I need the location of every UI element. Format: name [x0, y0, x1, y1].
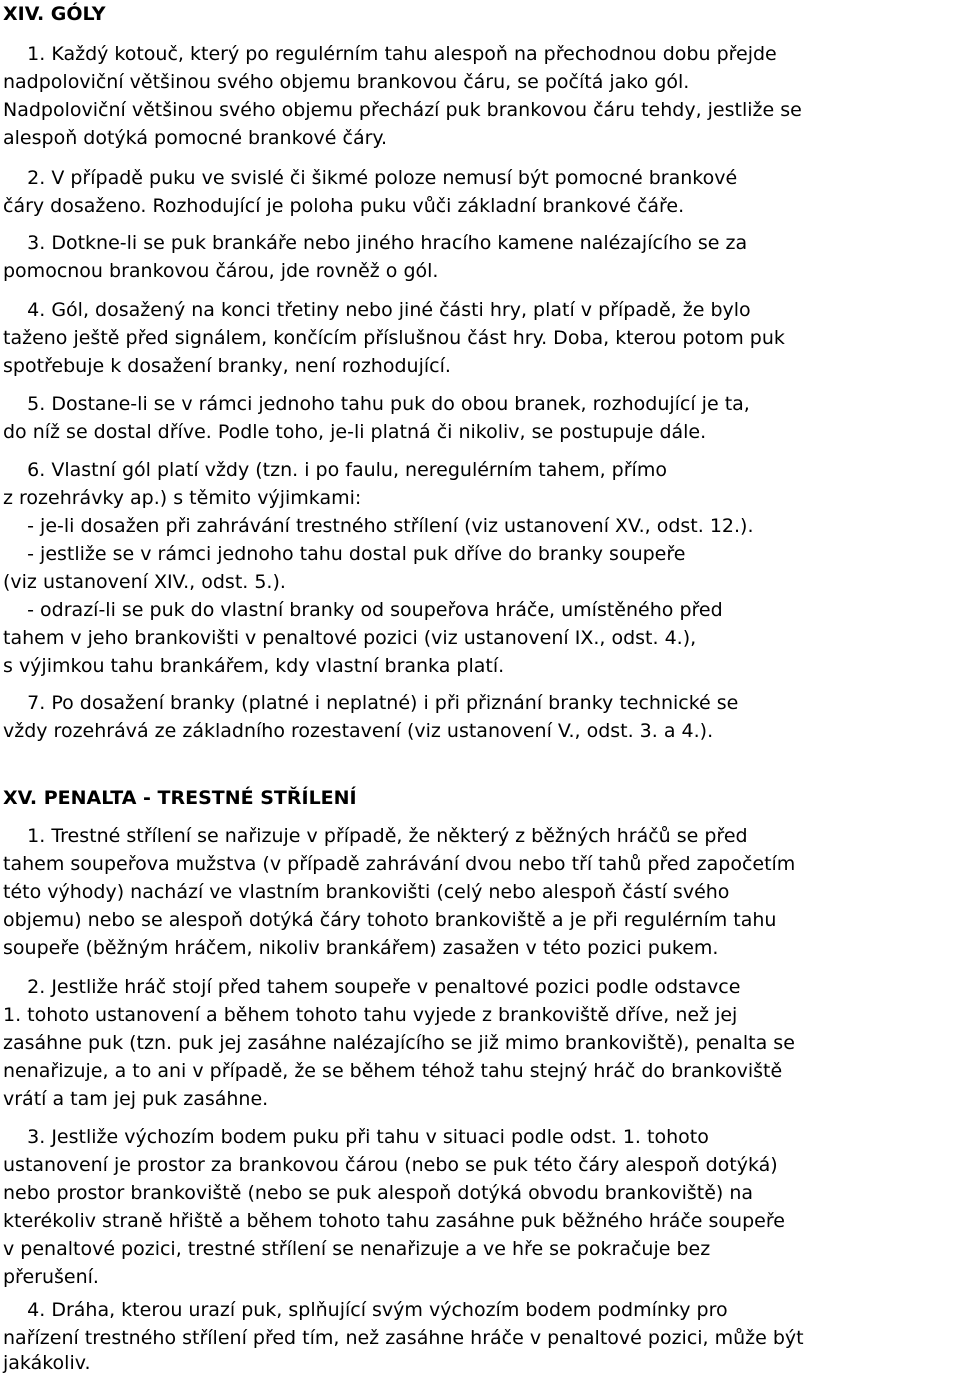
- text-line: (viz ustanovení XIV., odst. 5.).: [3, 571, 286, 593]
- text-line: jakákoliv.: [3, 1352, 91, 1374]
- section-xiv-heading: XIV. GÓLY: [3, 3, 106, 25]
- text-line: objemu) nebo se alespoň dotýká čáry tohoto brankoviště a je při regulérním tahu: [3, 909, 777, 931]
- text-line: nadpoloviční většinou svého objemu brankovou čáru, se počítá jako gól.: [3, 71, 690, 93]
- text-line: 4. Gól, dosažený na konci třetiny nebo jiné části hry, platí v případě, že bylo: [3, 299, 751, 321]
- text-line: Nadpoloviční většinou svého objemu přechází puk brankovou čáru tehdy, jestliže se: [3, 99, 802, 121]
- text-line: spotřebuje k dosažení branky, není rozhodující.: [3, 355, 451, 377]
- text-line: z rozehrávky ap.) s těmito výjimkami:: [3, 487, 362, 509]
- text-line: do níž se dostal dříve. Podle toho, je-li platná či nikoliv, se postupuje dále.: [3, 421, 707, 443]
- text-line: tahem v jeho brankovišti v penaltové pozici (viz ustanovení IX., odst. 4.),: [3, 627, 697, 649]
- text-line: zasáhne puk (tzn. puk jej zasáhne nalézajícího se již mimo brankoviště), penalta se: [3, 1032, 795, 1054]
- text-line: s výjimkou tahu brankářem, kdy vlastní branka platí.: [3, 655, 505, 677]
- text-line: alespoň dotýká pomocné brankové čáry.: [3, 127, 387, 149]
- text-line: - je-li dosažen při zahrávání trestného střílení (viz ustanovení XV., odst. 12.).: [3, 515, 754, 537]
- text-line: - jestliže se v rámci jednoho tahu dostal puk dříve do branky soupeře: [3, 543, 686, 565]
- text-line: této výhody) nachází ve vlastním brankovišti (celý nebo alespoň částí svého: [3, 881, 730, 903]
- text-line: 1. Trestné střílení se nařizuje v případě, že některý z běžných hráčů se před: [3, 825, 748, 847]
- text-line: 2. V případě puku ve svislé či šikmé poloze nemusí být pomocné brankové: [3, 167, 738, 189]
- text-line: 1. tohoto ustanovení a během tohoto tahu vyjede z brankoviště dříve, než jej: [3, 1004, 738, 1026]
- section-xv-heading: XV. PENALTA - TRESTNÉ STŘÍLENÍ: [3, 787, 357, 809]
- text-line: vrátí a tam jej puk zasáhne.: [3, 1088, 269, 1110]
- text-line: taženo ještě před signálem, končícím příslušnou část hry. Doba, kterou potom puk: [3, 327, 785, 349]
- text-line: 4. Dráha, kterou urazí puk, splňující svým výchozím bodem podmínky pro: [3, 1299, 728, 1321]
- text-line: soupeře (běžným hráčem, nikoliv brankářem) zasažen v této pozici pukem.: [3, 937, 719, 959]
- text-line: nebo prostor brankoviště (nebo se puk alespoň dotýká obvodu brankoviště) na: [3, 1182, 754, 1204]
- text-line: 3. Dotkne-li se puk brankáře nebo jiného hracího kamene nalézajícího se za: [3, 232, 748, 254]
- text-line: tahem soupeřova mužstva (v případě zahrávání dvou nebo tří tahů před započetím: [3, 853, 796, 875]
- text-line: 2. Jestliže hráč stojí před tahem soupeře v penaltové pozici podle odstavce: [3, 976, 741, 998]
- text-line: 5. Dostane-li se v rámci jednoho tahu puk do obou branek, rozhodující je ta,: [3, 393, 750, 415]
- text-line: v penaltové pozici, trestné střílení se nenařizuje a ve hře se pokračuje bez: [3, 1238, 711, 1260]
- text-line: 1. Každý kotouč, který po regulérním tahu alespoň na přechodnou dobu přejde: [3, 43, 777, 65]
- text-line: přerušení.: [3, 1266, 99, 1288]
- text-line: - odrazí-li se puk do vlastní branky od soupeřova hráče, umístěného před: [3, 599, 723, 621]
- text-line: nenařizuje, a to ani v případě, že se během téhož tahu stejný hráč do brankoviště: [3, 1060, 783, 1082]
- text-line: čáry dosaženo. Rozhodující je poloha puku vůči základní brankové čáře.: [3, 195, 685, 217]
- text-line: pomocnou brankovou čárou, jde rovněž o gól.: [3, 260, 439, 282]
- text-line: vždy rozehrává ze základního rozestavení (viz ustanovení V., odst. 3. a 4.).: [3, 720, 714, 742]
- text-line: ustanovení je prostor za brankovou čárou (nebo se puk této čáry alespoň dotýká): [3, 1154, 778, 1176]
- text-line: kterékoliv straně hřiště a během tohoto tahu zasáhne puk běžného hráče soupeře: [3, 1210, 785, 1232]
- text-line: 3. Jestliže výchozím bodem puku při tahu v situaci podle odst. 1. tohoto: [3, 1126, 709, 1148]
- text-line: 6. Vlastní gól platí vždy (tzn. i po faulu, neregulérním tahem, přímo: [3, 459, 667, 481]
- text-line: nařízení trestného střílení před tím, než zasáhne hráče v penaltové pozici, může být: [3, 1327, 804, 1349]
- text-line: 7. Po dosažení branky (platné i neplatné) i při přiznání branky technické se: [3, 692, 739, 714]
